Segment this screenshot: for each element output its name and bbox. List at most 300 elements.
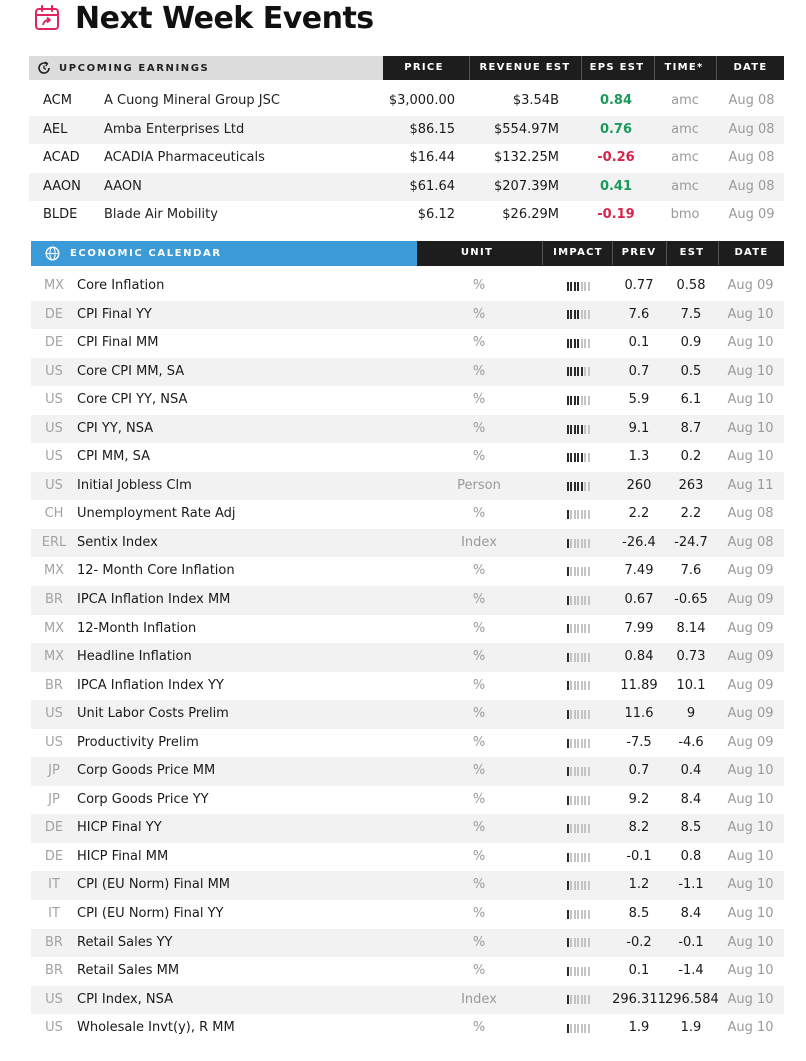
company-name: Amba Enterprises Ltd bbox=[104, 121, 245, 137]
col-est[interactable]: EST bbox=[679, 247, 705, 258]
impact-bar bbox=[584, 853, 586, 862]
impact-bar bbox=[588, 995, 590, 1004]
revenue-est-value: $207.39M bbox=[494, 178, 559, 194]
unit-value: % bbox=[472, 791, 486, 807]
table-row[interactable] bbox=[31, 472, 784, 501]
impact-bar bbox=[570, 624, 572, 633]
prev-value: 0.1 bbox=[628, 963, 650, 979]
impact-bar bbox=[577, 967, 579, 976]
country-code: BR bbox=[45, 592, 63, 608]
country-code: BR bbox=[45, 934, 63, 950]
impact-bar bbox=[577, 624, 579, 633]
table-row[interactable] bbox=[31, 843, 784, 872]
impact-bar bbox=[567, 339, 569, 348]
table-row[interactable] bbox=[31, 1014, 784, 1043]
est-value: 2.2 bbox=[680, 506, 702, 522]
table-row[interactable] bbox=[31, 272, 784, 301]
impact-bar bbox=[584, 396, 586, 405]
impact-bar bbox=[570, 539, 572, 548]
event-name[interactable]: Corp Goods Price MM bbox=[77, 763, 216, 779]
unit-value: % bbox=[472, 848, 486, 864]
impact-bar bbox=[584, 482, 586, 491]
impact-indicator bbox=[551, 929, 605, 958]
date-value: Aug 10 bbox=[727, 820, 774, 836]
impact-bar bbox=[577, 282, 579, 291]
company-name: A Cuong Mineral Group JSC bbox=[104, 93, 280, 108]
impact-bar bbox=[574, 796, 576, 805]
unit-value: % bbox=[472, 306, 486, 322]
impact-bar bbox=[581, 453, 583, 462]
table-row[interactable] bbox=[31, 500, 784, 529]
impact-bar bbox=[588, 425, 590, 434]
impact-bar bbox=[570, 653, 572, 662]
time-value: bmo bbox=[670, 207, 700, 222]
prev-value: 260 bbox=[626, 477, 652, 493]
impact-bar bbox=[570, 881, 572, 890]
impact-bar bbox=[588, 910, 590, 919]
impact-bar bbox=[574, 624, 576, 633]
event-name[interactable]: CPI (EU Norm) Final MM bbox=[77, 877, 231, 893]
event-name[interactable]: CPI Index, NSA bbox=[77, 991, 174, 1007]
impact-bar bbox=[588, 596, 590, 605]
impact-indicator bbox=[551, 615, 605, 644]
col-revenue-est[interactable]: REVENUE EST bbox=[479, 62, 571, 73]
event-name[interactable]: Headline Inflation bbox=[77, 649, 192, 665]
impact-bar bbox=[574, 739, 576, 748]
impact-bar bbox=[574, 995, 576, 1004]
event-name[interactable]: CPI MM, SA bbox=[77, 449, 150, 465]
country-code: DE bbox=[44, 820, 64, 836]
country-code: US bbox=[45, 991, 63, 1007]
date-value: Aug 10 bbox=[727, 335, 774, 351]
event-name[interactable]: HICP Final YY bbox=[77, 820, 162, 836]
unit-value: % bbox=[472, 706, 486, 722]
table-row[interactable] bbox=[29, 201, 784, 230]
prev-value: 0.1 bbox=[628, 335, 650, 351]
table-row[interactable] bbox=[31, 929, 784, 958]
event-name[interactable]: IPCA Inflation Index YY bbox=[77, 677, 224, 693]
impact-bar bbox=[584, 567, 586, 576]
est-value: 8.4 bbox=[680, 906, 702, 922]
impact-indicator bbox=[551, 871, 605, 900]
price-value: $61.64 bbox=[409, 178, 455, 194]
date-value: Aug 08 bbox=[727, 506, 774, 522]
table-row[interactable] bbox=[29, 144, 784, 173]
impact-bar bbox=[584, 310, 586, 319]
impact-bar bbox=[577, 596, 579, 605]
table-row[interactable] bbox=[31, 871, 784, 900]
price-value: $16.44 bbox=[409, 150, 455, 165]
impact-bar bbox=[574, 967, 576, 976]
impact-bar bbox=[581, 824, 583, 833]
impact-bar bbox=[584, 339, 586, 348]
impact-bar bbox=[588, 653, 590, 662]
eps-est-value: 0.41 bbox=[599, 178, 633, 194]
impact-bar bbox=[574, 681, 576, 690]
prev-value: -0.2 bbox=[626, 934, 652, 950]
unit-value: % bbox=[472, 592, 486, 608]
table-row[interactable] bbox=[31, 529, 784, 558]
prev-value: 8.5 bbox=[628, 906, 650, 922]
col-eps-est[interactable]: EPS EST bbox=[589, 62, 645, 73]
ticker-symbol[interactable]: BLDE bbox=[43, 207, 78, 222]
prev-value: 296.311 bbox=[612, 991, 666, 1007]
impact-bar bbox=[581, 596, 583, 605]
impact-bar bbox=[577, 739, 579, 748]
country-code: BR bbox=[45, 677, 63, 693]
unit-value: % bbox=[472, 420, 486, 436]
table-row[interactable] bbox=[31, 986, 784, 1015]
unit-value: % bbox=[472, 820, 486, 836]
impact-bar bbox=[567, 967, 569, 976]
impact-indicator bbox=[551, 900, 605, 929]
event-name[interactable]: Sentix Index bbox=[77, 534, 158, 550]
impact-bar bbox=[581, 995, 583, 1004]
unit-value: % bbox=[472, 677, 486, 693]
impact-indicator bbox=[551, 386, 605, 415]
country-code: ERL bbox=[41, 534, 67, 550]
impact-bar bbox=[581, 510, 583, 519]
impact-indicator bbox=[551, 415, 605, 444]
impact-bar bbox=[581, 710, 583, 719]
event-name[interactable]: Wholesale Invt(y), R MM bbox=[77, 1020, 235, 1036]
prev-value: 7.49 bbox=[624, 563, 654, 579]
impact-bar bbox=[567, 881, 569, 890]
event-name[interactable]: 12-Month Inflation bbox=[77, 620, 197, 636]
country-code: DE bbox=[44, 848, 64, 864]
date-value: Aug 10 bbox=[727, 392, 774, 408]
impact-bar bbox=[567, 453, 569, 462]
col-date[interactable]: DATE bbox=[733, 62, 768, 73]
impact-bar bbox=[584, 624, 586, 633]
est-value: -1.4 bbox=[678, 963, 704, 979]
impact-bar bbox=[567, 624, 569, 633]
page-title: Next Week Events bbox=[75, 0, 374, 36]
impact-bar bbox=[574, 396, 576, 405]
date-value: Aug 10 bbox=[727, 991, 774, 1007]
unit-value: % bbox=[472, 763, 486, 779]
table-row[interactable] bbox=[31, 729, 784, 758]
impact-bar bbox=[584, 910, 586, 919]
impact-indicator bbox=[551, 472, 605, 501]
unit-value: % bbox=[472, 392, 486, 408]
prev-value: 0.84 bbox=[624, 649, 654, 665]
unit-value: % bbox=[472, 877, 486, 893]
impact-bar bbox=[584, 824, 586, 833]
impact-bar bbox=[570, 739, 572, 748]
event-name[interactable]: HICP Final MM bbox=[77, 848, 169, 864]
date-value: Aug 10 bbox=[727, 791, 774, 807]
earnings-table bbox=[29, 87, 784, 230]
impact-bar bbox=[588, 282, 590, 291]
col-unit[interactable]: UNIT bbox=[460, 247, 494, 258]
globe-icon bbox=[45, 246, 60, 261]
impact-bar bbox=[574, 510, 576, 519]
ticker-symbol[interactable]: AAON bbox=[43, 178, 81, 194]
prev-value: 5.9 bbox=[628, 392, 650, 408]
country-code: JP bbox=[48, 791, 60, 807]
col-price[interactable]: PRICE bbox=[404, 62, 444, 73]
impact-bar bbox=[567, 396, 569, 405]
table-row[interactable] bbox=[31, 443, 784, 472]
impact-bar bbox=[577, 796, 579, 805]
table-row[interactable] bbox=[31, 900, 784, 929]
impact-bar bbox=[567, 539, 569, 548]
impact-bar bbox=[570, 596, 572, 605]
date-value: Aug 10 bbox=[727, 877, 774, 893]
prev-value: 0.7 bbox=[628, 363, 650, 379]
impact-bar bbox=[567, 367, 569, 376]
impact-bar bbox=[581, 739, 583, 748]
country-code: DE bbox=[44, 306, 64, 322]
date-value: Aug 09 bbox=[727, 677, 774, 693]
est-value: -4.6 bbox=[678, 734, 704, 750]
eps-est-value: 0.76 bbox=[599, 121, 633, 137]
impact-bar bbox=[584, 739, 586, 748]
revenue-est-value: $3.54B bbox=[512, 93, 559, 108]
impact-bar bbox=[588, 567, 590, 576]
unit-value: % bbox=[472, 934, 486, 950]
impact-bar bbox=[570, 853, 572, 862]
impact-bar bbox=[574, 910, 576, 919]
prev-value: 8.2 bbox=[628, 820, 650, 836]
impact-bar bbox=[567, 995, 569, 1004]
impact-indicator bbox=[551, 301, 605, 330]
table-row[interactable] bbox=[29, 116, 784, 145]
revenue-est-value: $26.29M bbox=[502, 207, 559, 222]
impact-bar bbox=[574, 938, 576, 947]
event-name[interactable]: Unemployment Rate Adj bbox=[77, 506, 236, 522]
col-date[interactable]: DATE bbox=[734, 247, 769, 258]
impact-bar bbox=[577, 339, 579, 348]
impact-bar bbox=[588, 938, 590, 947]
impact-bar bbox=[574, 539, 576, 548]
price-value: $3,000.00 bbox=[388, 93, 455, 108]
impact-bar bbox=[574, 767, 576, 776]
unit-value: % bbox=[472, 278, 486, 293]
impact-bar bbox=[570, 824, 572, 833]
time-value: amc bbox=[671, 178, 699, 194]
event-name[interactable]: IPCA Inflation Index MM bbox=[77, 592, 231, 608]
impact-bar bbox=[574, 567, 576, 576]
earnings-column-headers bbox=[383, 56, 784, 80]
impact-bar bbox=[588, 367, 590, 376]
col-impact[interactable]: IMPACT bbox=[553, 247, 603, 258]
date-value: Aug 10 bbox=[727, 1020, 774, 1036]
impact-indicator bbox=[551, 500, 605, 529]
est-value: 0.2 bbox=[680, 449, 702, 465]
country-code: US bbox=[45, 477, 63, 493]
table-row[interactable] bbox=[29, 173, 784, 202]
prev-value: 1.2 bbox=[628, 877, 650, 893]
country-code: MX bbox=[43, 278, 65, 293]
impact-bar bbox=[577, 367, 579, 376]
impact-bar bbox=[581, 567, 583, 576]
country-code: IT bbox=[48, 906, 60, 922]
impact-bar bbox=[567, 425, 569, 434]
impact-bar bbox=[584, 681, 586, 690]
earnings-header bbox=[29, 56, 784, 80]
country-code: US bbox=[45, 734, 63, 750]
date-value: Aug 10 bbox=[727, 449, 774, 465]
date-value: Aug 10 bbox=[727, 848, 774, 864]
col-prev[interactable]: PREV bbox=[621, 247, 657, 258]
est-value: 7.6 bbox=[680, 563, 702, 579]
impact-bar bbox=[577, 853, 579, 862]
col-time[interactable]: TIME* bbox=[664, 62, 704, 73]
table-row[interactable] bbox=[31, 643, 784, 672]
ticker-symbol[interactable]: ACAD bbox=[43, 150, 80, 165]
unit-value: Index bbox=[461, 534, 497, 550]
table-row[interactable] bbox=[31, 586, 784, 615]
event-name[interactable]: Core CPI MM, SA bbox=[77, 363, 185, 379]
impact-indicator bbox=[551, 786, 605, 815]
economic-table bbox=[31, 272, 784, 1043]
impact-bar bbox=[574, 339, 576, 348]
ticker-symbol[interactable]: ACM bbox=[43, 93, 72, 108]
impact-bar bbox=[570, 482, 572, 491]
prev-value: -7.5 bbox=[626, 734, 652, 750]
event-name[interactable]: Productivity Prelim bbox=[77, 734, 199, 750]
impact-bar bbox=[577, 453, 579, 462]
impact-bar bbox=[567, 681, 569, 690]
impact-indicator bbox=[551, 329, 605, 358]
impact-bar bbox=[570, 567, 572, 576]
event-name[interactable]: CPI YY, NSA bbox=[77, 420, 154, 436]
event-name[interactable]: Retail Sales YY bbox=[77, 934, 173, 950]
impact-indicator bbox=[551, 986, 605, 1015]
impact-bar bbox=[570, 396, 572, 405]
impact-bar bbox=[570, 425, 572, 434]
est-value: 0.5 bbox=[680, 363, 702, 379]
impact-bar bbox=[570, 282, 572, 291]
impact-bar bbox=[581, 910, 583, 919]
impact-indicator bbox=[551, 557, 605, 586]
prev-value: 0.67 bbox=[624, 592, 654, 608]
impact-bar bbox=[584, 710, 586, 719]
impact-bar bbox=[570, 367, 572, 376]
impact-bar bbox=[584, 425, 586, 434]
table-row[interactable] bbox=[31, 415, 784, 444]
date-value: Aug 10 bbox=[727, 963, 774, 979]
event-name[interactable]: 12- Month Core Inflation bbox=[77, 563, 235, 579]
unit-value: % bbox=[472, 620, 486, 636]
impact-bar bbox=[581, 938, 583, 947]
earnings-title: UPCOMING EARNINGS bbox=[59, 62, 210, 74]
impact-bar bbox=[588, 796, 590, 805]
table-row[interactable] bbox=[31, 672, 784, 701]
prev-value: 0.77 bbox=[624, 278, 654, 293]
impact-bar bbox=[567, 938, 569, 947]
unit-value: % bbox=[472, 649, 486, 665]
date-value: Aug 09 bbox=[727, 592, 774, 608]
impact-bar bbox=[574, 596, 576, 605]
impact-bar bbox=[588, 453, 590, 462]
unit-value: % bbox=[472, 563, 486, 579]
impact-bar bbox=[581, 1024, 583, 1033]
impact-indicator bbox=[551, 700, 605, 729]
impact-bar bbox=[581, 396, 583, 405]
event-name[interactable]: CPI Final YY bbox=[77, 306, 152, 322]
country-code: US bbox=[45, 392, 63, 408]
impact-bar bbox=[581, 853, 583, 862]
est-value: 0.73 bbox=[676, 649, 706, 665]
est-value: -0.1 bbox=[678, 934, 704, 950]
est-value: -24.7 bbox=[674, 534, 708, 550]
date-value: Aug 09 bbox=[727, 734, 774, 750]
table-row[interactable] bbox=[31, 957, 784, 986]
page-header bbox=[33, 0, 374, 36]
ticker-symbol[interactable]: AEL bbox=[43, 121, 68, 137]
impact-bar bbox=[570, 995, 572, 1004]
event-name[interactable]: CPI Final MM bbox=[77, 335, 159, 351]
impact-bar bbox=[581, 539, 583, 548]
table-row[interactable] bbox=[31, 814, 784, 843]
unit-value: Person bbox=[457, 477, 501, 493]
date-value: Aug 10 bbox=[727, 763, 774, 779]
prev-value: 2.2 bbox=[628, 506, 650, 522]
unit-value: % bbox=[472, 963, 486, 979]
date-value: Aug 09 bbox=[727, 620, 774, 636]
impact-bar bbox=[588, 710, 590, 719]
impact-bar bbox=[570, 796, 572, 805]
impact-bar bbox=[588, 967, 590, 976]
table-row[interactable] bbox=[31, 700, 784, 729]
event-name[interactable]: Initial Jobless Clm bbox=[77, 477, 192, 493]
est-value: 296.584 bbox=[665, 991, 719, 1007]
table-row[interactable] bbox=[31, 557, 784, 586]
impact-bar bbox=[581, 881, 583, 890]
country-code: JP bbox=[48, 763, 60, 779]
est-value: 0.4 bbox=[680, 763, 702, 779]
impact-bar bbox=[581, 310, 583, 319]
table-row[interactable] bbox=[31, 329, 784, 358]
unit-value: % bbox=[472, 734, 486, 750]
table-row[interactable] bbox=[29, 87, 784, 116]
prev-value: 9.1 bbox=[628, 420, 650, 436]
est-value: -0.65 bbox=[674, 592, 708, 608]
table-row[interactable] bbox=[31, 301, 784, 330]
event-name[interactable]: Retail Sales MM bbox=[77, 963, 180, 979]
date-value: Aug 11 bbox=[727, 477, 774, 493]
impact-bar bbox=[567, 824, 569, 833]
impact-bar bbox=[570, 453, 572, 462]
event-name[interactable]: Unit Labor Costs Prelim bbox=[77, 706, 229, 722]
date-value: Aug 09 bbox=[728, 207, 775, 222]
date-value: Aug 09 bbox=[727, 649, 774, 665]
eps-est-value: -0.26 bbox=[597, 150, 635, 165]
table-row[interactable] bbox=[31, 615, 784, 644]
impact-bar bbox=[584, 453, 586, 462]
impact-bar bbox=[567, 910, 569, 919]
table-row[interactable] bbox=[31, 358, 784, 387]
table-row[interactable] bbox=[31, 786, 784, 815]
eps-est-value: -0.19 bbox=[597, 207, 635, 222]
event-name[interactable]: Core CPI YY, NSA bbox=[77, 392, 188, 408]
est-value: 8.4 bbox=[680, 791, 702, 807]
table-row[interactable] bbox=[31, 757, 784, 786]
table-row[interactable] bbox=[31, 386, 784, 415]
est-value: 0.8 bbox=[680, 848, 702, 864]
event-name[interactable]: Core Inflation bbox=[77, 278, 165, 293]
company-name: ACADIA Pharmaceuticals bbox=[104, 150, 265, 165]
event-name[interactable]: CPI (EU Norm) Final YY bbox=[77, 906, 224, 922]
country-code: CH bbox=[44, 506, 64, 522]
event-name[interactable]: Corp Goods Price YY bbox=[77, 791, 209, 807]
impact-bar bbox=[577, 396, 579, 405]
impact-bar bbox=[584, 539, 586, 548]
date-value: Aug 08 bbox=[728, 178, 775, 194]
